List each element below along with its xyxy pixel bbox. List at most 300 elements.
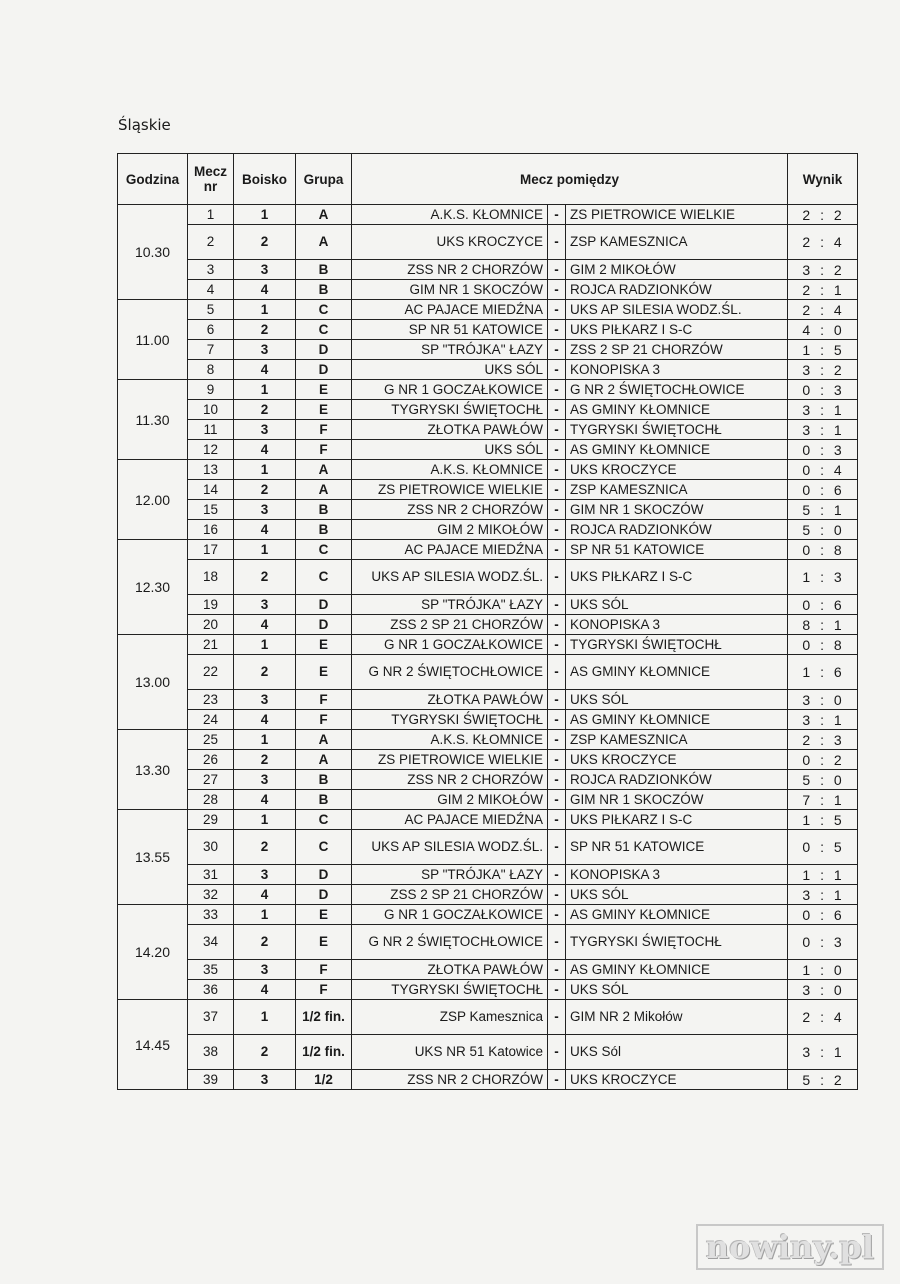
match-number: 37 (188, 1000, 234, 1035)
away-team: AS GMINY KŁOMNICE (566, 655, 788, 690)
table-header-row (118, 154, 858, 205)
time-slot: 11.30 (118, 380, 188, 460)
home-team: UKS AP SILESIA WODZ.ŚL. (352, 830, 548, 865)
time-slot: 14.45 (118, 1000, 188, 1090)
group-label: A (296, 225, 352, 260)
match-number: 7 (188, 340, 234, 360)
time-slot: 13.00 (118, 635, 188, 730)
match-result: 2 : 4 (788, 300, 858, 320)
group-label: B (296, 280, 352, 300)
versus-dash: - (548, 830, 566, 865)
match-result: 1 : 6 (788, 655, 858, 690)
match-number: 31 (188, 865, 234, 885)
away-team: GIM 2 MIKOŁÓW (566, 260, 788, 280)
away-team: TYGRYSKI ŚWIĘTOCHŁ (566, 635, 788, 655)
table-row (118, 655, 858, 690)
home-team: SP "TRÓJKA" ŁAZY (352, 865, 548, 885)
match-result: 5 : 0 (788, 520, 858, 540)
match-number: 13 (188, 460, 234, 480)
away-team: UKS SÓL (566, 595, 788, 615)
table-row (118, 885, 858, 905)
match-number: 22 (188, 655, 234, 690)
match-result: 5 : 2 (788, 1070, 858, 1090)
home-team: ZS PIETROWICE WIELKIE (352, 480, 548, 500)
table-row (118, 420, 858, 440)
match-result: 2 : 1 (788, 280, 858, 300)
group-label: F (296, 960, 352, 980)
home-team: GIM 2 MIKOŁÓW (352, 790, 548, 810)
pitch-number: 4 (234, 710, 296, 730)
match-number: 2 (188, 225, 234, 260)
table-row (118, 340, 858, 360)
versus-dash: - (548, 260, 566, 280)
home-team: TYGRYSKI ŚWIĘTOCHŁ (352, 710, 548, 730)
away-team: AS GMINY KŁOMNICE (566, 960, 788, 980)
match-result: 0 : 6 (788, 905, 858, 925)
table-row (118, 205, 858, 225)
group-label: 1/2 fin. (296, 1035, 352, 1070)
time-slot: 12.00 (118, 460, 188, 540)
match-result: 2 : 4 (788, 1000, 858, 1035)
home-team: GIM 2 MIKOŁÓW (352, 520, 548, 540)
group-label: A (296, 480, 352, 500)
versus-dash: - (548, 730, 566, 750)
group-label: C (296, 320, 352, 340)
away-team: UKS KROCZYCE (566, 750, 788, 770)
group-label: 1/2 fin. (296, 1000, 352, 1035)
time-slot: 10.30 (118, 205, 188, 300)
pitch-number: 3 (234, 595, 296, 615)
group-label: E (296, 400, 352, 420)
match-number: 34 (188, 925, 234, 960)
versus-dash: - (548, 595, 566, 615)
away-team: UKS PIŁKARZ I S-C (566, 560, 788, 595)
pitch-number: 4 (234, 615, 296, 635)
versus-dash: - (548, 520, 566, 540)
match-result: 3 : 1 (788, 400, 858, 420)
away-team: ZSP KAMESZNICA (566, 480, 788, 500)
home-team: A.K.S. KŁOMNICE (352, 730, 548, 750)
away-team: UKS SÓL (566, 690, 788, 710)
match-result: 0 : 8 (788, 635, 858, 655)
match-result: 2 : 2 (788, 205, 858, 225)
table-row (118, 905, 858, 925)
home-team: SP "TRÓJKA" ŁAZY (352, 340, 548, 360)
group-label: A (296, 730, 352, 750)
group-label: C (296, 540, 352, 560)
pitch-number: 1 (234, 635, 296, 655)
versus-dash: - (548, 360, 566, 380)
home-team: G NR 1 GOCZAŁKOWICE (352, 905, 548, 925)
group-label: C (296, 830, 352, 865)
match-number: 32 (188, 885, 234, 905)
pitch-number: 2 (234, 225, 296, 260)
header-result: Wynik (788, 154, 858, 205)
versus-dash: - (548, 905, 566, 925)
time-slot: 12.30 (118, 540, 188, 635)
match-number: 38 (188, 1035, 234, 1070)
match-result: 3 : 2 (788, 360, 858, 380)
home-team: ZSS NR 2 CHORZÓW (352, 1070, 548, 1090)
home-team: AC PAJACE MIEDŹNA (352, 300, 548, 320)
pitch-number: 3 (234, 340, 296, 360)
away-team: G NR 2 ŚWIĘTOCHŁOWICE (566, 380, 788, 400)
away-team: TYGRYSKI ŚWIĘTOCHŁ (566, 420, 788, 440)
schedule-body (118, 205, 858, 1090)
header-match: Mecz pomiędzy (352, 154, 788, 205)
away-team: ROJCA RADZIONKÓW (566, 770, 788, 790)
away-team: ROJCA RADZIONKÓW (566, 280, 788, 300)
pitch-number: 3 (234, 770, 296, 790)
match-number: 24 (188, 710, 234, 730)
versus-dash: - (548, 320, 566, 340)
home-team: AC PAJACE MIEDŹNA (352, 810, 548, 830)
group-label: F (296, 440, 352, 460)
away-team: UKS PIŁKARZ I S-C (566, 810, 788, 830)
match-result: 3 : 1 (788, 420, 858, 440)
match-result: 1 : 5 (788, 340, 858, 360)
match-result: 0 : 4 (788, 460, 858, 480)
group-label: C (296, 810, 352, 830)
match-number: 16 (188, 520, 234, 540)
home-team: SP NR 51 KATOWICE (352, 320, 548, 340)
match-result: 1 : 1 (788, 865, 858, 885)
away-team: ZSP KAMESZNICA (566, 225, 788, 260)
away-team: AS GMINY KŁOMNICE (566, 440, 788, 460)
match-result: 5 : 0 (788, 770, 858, 790)
match-result: 1 : 3 (788, 560, 858, 595)
match-number: 12 (188, 440, 234, 460)
versus-dash: - (548, 690, 566, 710)
home-team: ZŁOTKA PAWŁÓW (352, 960, 548, 980)
group-label: D (296, 865, 352, 885)
table-row (118, 750, 858, 770)
match-number: 25 (188, 730, 234, 750)
versus-dash: - (548, 1070, 566, 1090)
away-team: KONOPISKA 3 (566, 865, 788, 885)
away-team: KONOPISKA 3 (566, 360, 788, 380)
group-label: F (296, 980, 352, 1000)
table-row (118, 1070, 858, 1090)
match-result: 0 : 2 (788, 750, 858, 770)
home-team: G NR 1 GOCZAŁKOWICE (352, 380, 548, 400)
watermark-logo: nowiny.pl (696, 1224, 884, 1270)
group-label: D (296, 885, 352, 905)
match-result: 0 : 6 (788, 595, 858, 615)
match-number: 9 (188, 380, 234, 400)
home-team: ZSS 2 SP 21 CHORZÓW (352, 885, 548, 905)
versus-dash: - (548, 615, 566, 635)
home-team: ZS PIETROWICE WIELKIE (352, 750, 548, 770)
match-result: 3 : 1 (788, 710, 858, 730)
pitch-number: 2 (234, 400, 296, 420)
versus-dash: - (548, 655, 566, 690)
group-label: F (296, 690, 352, 710)
group-label: D (296, 340, 352, 360)
match-result: 3 : 2 (788, 260, 858, 280)
home-team: G NR 2 ŚWIĘTOCHŁOWICE (352, 655, 548, 690)
versus-dash: - (548, 885, 566, 905)
header-time: Godzina (118, 154, 188, 205)
match-number: 28 (188, 790, 234, 810)
away-team: UKS PIŁKARZ I S-C (566, 320, 788, 340)
match-result: 0 : 3 (788, 380, 858, 400)
away-team: KONOPISKA 3 (566, 615, 788, 635)
table-row (118, 280, 858, 300)
home-team: ZSS 2 SP 21 CHORZÓW (352, 615, 548, 635)
pitch-number: 3 (234, 690, 296, 710)
match-result: 0 : 5 (788, 830, 858, 865)
away-team: ZSS 2 SP 21 CHORZÓW (566, 340, 788, 360)
table-row (118, 460, 858, 480)
table-row (118, 730, 858, 750)
versus-dash: - (548, 340, 566, 360)
pitch-number: 4 (234, 790, 296, 810)
pitch-number: 3 (234, 500, 296, 520)
match-result: 4 : 0 (788, 320, 858, 340)
group-label: B (296, 790, 352, 810)
pitch-number: 3 (234, 865, 296, 885)
header-pitch: Boisko (234, 154, 296, 205)
home-team: ZSP Kamesznica (352, 1000, 548, 1035)
match-number: 39 (188, 1070, 234, 1090)
group-label: C (296, 300, 352, 320)
table-row (118, 1035, 858, 1070)
group-label: E (296, 655, 352, 690)
match-number: 15 (188, 500, 234, 520)
home-team: UKS KROCZYCE (352, 225, 548, 260)
pitch-number: 2 (234, 480, 296, 500)
versus-dash: - (548, 810, 566, 830)
table-row (118, 520, 858, 540)
pitch-number: 2 (234, 925, 296, 960)
home-team: TYGRYSKI ŚWIĘTOCHŁ (352, 400, 548, 420)
home-team: ZŁOTKA PAWŁÓW (352, 690, 548, 710)
match-result: 0 : 3 (788, 925, 858, 960)
match-number: 4 (188, 280, 234, 300)
home-team: GIM NR 1 SKOCZÓW (352, 280, 548, 300)
table-row (118, 540, 858, 560)
versus-dash: - (548, 500, 566, 520)
away-team: GIM NR 2 Mikołów (566, 1000, 788, 1035)
match-number: 29 (188, 810, 234, 830)
match-number: 8 (188, 360, 234, 380)
versus-dash: - (548, 790, 566, 810)
pitch-number: 2 (234, 560, 296, 595)
table-row (118, 810, 858, 830)
home-team: ZSS NR 2 CHORZÓW (352, 260, 548, 280)
versus-dash: - (548, 750, 566, 770)
versus-dash: - (548, 960, 566, 980)
table-row (118, 380, 858, 400)
versus-dash: - (548, 635, 566, 655)
pitch-number: 2 (234, 655, 296, 690)
table-row (118, 560, 858, 595)
match-result: 1 : 5 (788, 810, 858, 830)
pitch-number: 1 (234, 810, 296, 830)
pitch-number: 1 (234, 905, 296, 925)
match-number: 23 (188, 690, 234, 710)
versus-dash: - (548, 300, 566, 320)
versus-dash: - (548, 225, 566, 260)
versus-dash: - (548, 480, 566, 500)
match-number: 3 (188, 260, 234, 280)
table-row (118, 790, 858, 810)
match-result: 3 : 1 (788, 885, 858, 905)
home-team: SP "TRÓJKA" ŁAZY (352, 595, 548, 615)
home-team: UKS SÓL (352, 360, 548, 380)
away-team: ZS PIETROWICE WIELKIE (566, 205, 788, 225)
time-slot: 13.55 (118, 810, 188, 905)
table-row (118, 440, 858, 460)
home-team: G NR 1 GOCZAŁKOWICE (352, 635, 548, 655)
group-label: E (296, 380, 352, 400)
pitch-number: 1 (234, 1000, 296, 1035)
table-row (118, 260, 858, 280)
match-result: 0 : 8 (788, 540, 858, 560)
table-row (118, 710, 858, 730)
table-row (118, 960, 858, 980)
versus-dash: - (548, 865, 566, 885)
group-label: C (296, 560, 352, 595)
match-number: 10 (188, 400, 234, 420)
group-label: 1/2 (296, 1070, 352, 1090)
match-result: 8 : 1 (788, 615, 858, 635)
match-result: 5 : 1 (788, 500, 858, 520)
pitch-number: 2 (234, 1035, 296, 1070)
match-result: 0 : 3 (788, 440, 858, 460)
match-number: 21 (188, 635, 234, 655)
table-row (118, 865, 858, 885)
time-slot: 14.20 (118, 905, 188, 1000)
group-label: E (296, 905, 352, 925)
table-row (118, 400, 858, 420)
away-team: UKS SÓL (566, 885, 788, 905)
table-row (118, 615, 858, 635)
table-row (118, 770, 858, 790)
away-team: TYGRYSKI ŚWIĘTOCHŁ (566, 925, 788, 960)
table-row (118, 1000, 858, 1035)
pitch-number: 1 (234, 460, 296, 480)
match-result: 3 : 0 (788, 980, 858, 1000)
versus-dash: - (548, 980, 566, 1000)
away-team: AS GMINY KŁOMNICE (566, 710, 788, 730)
group-label: F (296, 710, 352, 730)
versus-dash: - (548, 460, 566, 480)
pitch-number: 4 (234, 280, 296, 300)
home-team: ZSS NR 2 CHORZÓW (352, 770, 548, 790)
match-result: 7 : 1 (788, 790, 858, 810)
match-result: 1 : 0 (788, 960, 858, 980)
pitch-number: 4 (234, 885, 296, 905)
home-team: G NR 2 ŚWIĘTOCHŁOWICE (352, 925, 548, 960)
match-number: 19 (188, 595, 234, 615)
pitch-number: 1 (234, 540, 296, 560)
match-number: 36 (188, 980, 234, 1000)
group-label: D (296, 615, 352, 635)
versus-dash: - (548, 400, 566, 420)
home-team: A.K.S. KŁOMNICE (352, 205, 548, 225)
table-row (118, 980, 858, 1000)
match-schedule-table (117, 153, 858, 1090)
table-row (118, 320, 858, 340)
home-team: UKS SÓL (352, 440, 548, 460)
away-team: UKS KROCZYCE (566, 460, 788, 480)
match-result: 3 : 0 (788, 690, 858, 710)
match-result: 3 : 1 (788, 1035, 858, 1070)
away-team: SP NR 51 KATOWICE (566, 540, 788, 560)
table-row (118, 925, 858, 960)
pitch-number: 3 (234, 260, 296, 280)
group-label: B (296, 260, 352, 280)
group-label: A (296, 750, 352, 770)
group-label: D (296, 360, 352, 380)
away-team: UKS AP SILESIA WODZ.ŚL. (566, 300, 788, 320)
away-team: AS GMINY KŁOMNICE (566, 905, 788, 925)
table-row (118, 635, 858, 655)
region-title: Śląskie (118, 116, 171, 134)
versus-dash: - (548, 280, 566, 300)
match-number: 1 (188, 205, 234, 225)
group-label: B (296, 520, 352, 540)
home-team: A.K.S. KŁOMNICE (352, 460, 548, 480)
match-result: 2 : 4 (788, 225, 858, 260)
match-number: 30 (188, 830, 234, 865)
group-label: A (296, 205, 352, 225)
away-team: ROJCA RADZIONKÓW (566, 520, 788, 540)
pitch-number: 4 (234, 360, 296, 380)
away-team: AS GMINY KŁOMNICE (566, 400, 788, 420)
pitch-number: 2 (234, 750, 296, 770)
pitch-number: 3 (234, 420, 296, 440)
away-team: UKS KROCZYCE (566, 1070, 788, 1090)
pitch-number: 4 (234, 520, 296, 540)
away-team: UKS SÓL (566, 980, 788, 1000)
group-label: F (296, 420, 352, 440)
table-row (118, 500, 858, 520)
match-result: 0 : 6 (788, 480, 858, 500)
pitch-number: 2 (234, 320, 296, 340)
away-team: GIM NR 1 SKOCZÓW (566, 790, 788, 810)
match-number: 17 (188, 540, 234, 560)
group-label: B (296, 500, 352, 520)
group-label: B (296, 770, 352, 790)
versus-dash: - (548, 205, 566, 225)
match-number: 33 (188, 905, 234, 925)
home-team: TYGRYSKI ŚWIĘTOCHŁ (352, 980, 548, 1000)
pitch-number: 2 (234, 830, 296, 865)
match-result: 2 : 3 (788, 730, 858, 750)
table-row (118, 225, 858, 260)
home-team: ZŁOTKA PAWŁÓW (352, 420, 548, 440)
match-number: 14 (188, 480, 234, 500)
match-number: 5 (188, 300, 234, 320)
table-row (118, 360, 858, 380)
pitch-number: 3 (234, 960, 296, 980)
pitch-number: 4 (234, 980, 296, 1000)
match-number: 11 (188, 420, 234, 440)
versus-dash: - (548, 420, 566, 440)
table-row (118, 480, 858, 500)
pitch-number: 3 (234, 1070, 296, 1090)
pitch-number: 4 (234, 440, 296, 460)
group-label: E (296, 635, 352, 655)
versus-dash: - (548, 925, 566, 960)
time-slot: 11.00 (118, 300, 188, 380)
versus-dash: - (548, 1000, 566, 1035)
header-match-nr: Mecz nr (188, 154, 234, 205)
group-label: D (296, 595, 352, 615)
